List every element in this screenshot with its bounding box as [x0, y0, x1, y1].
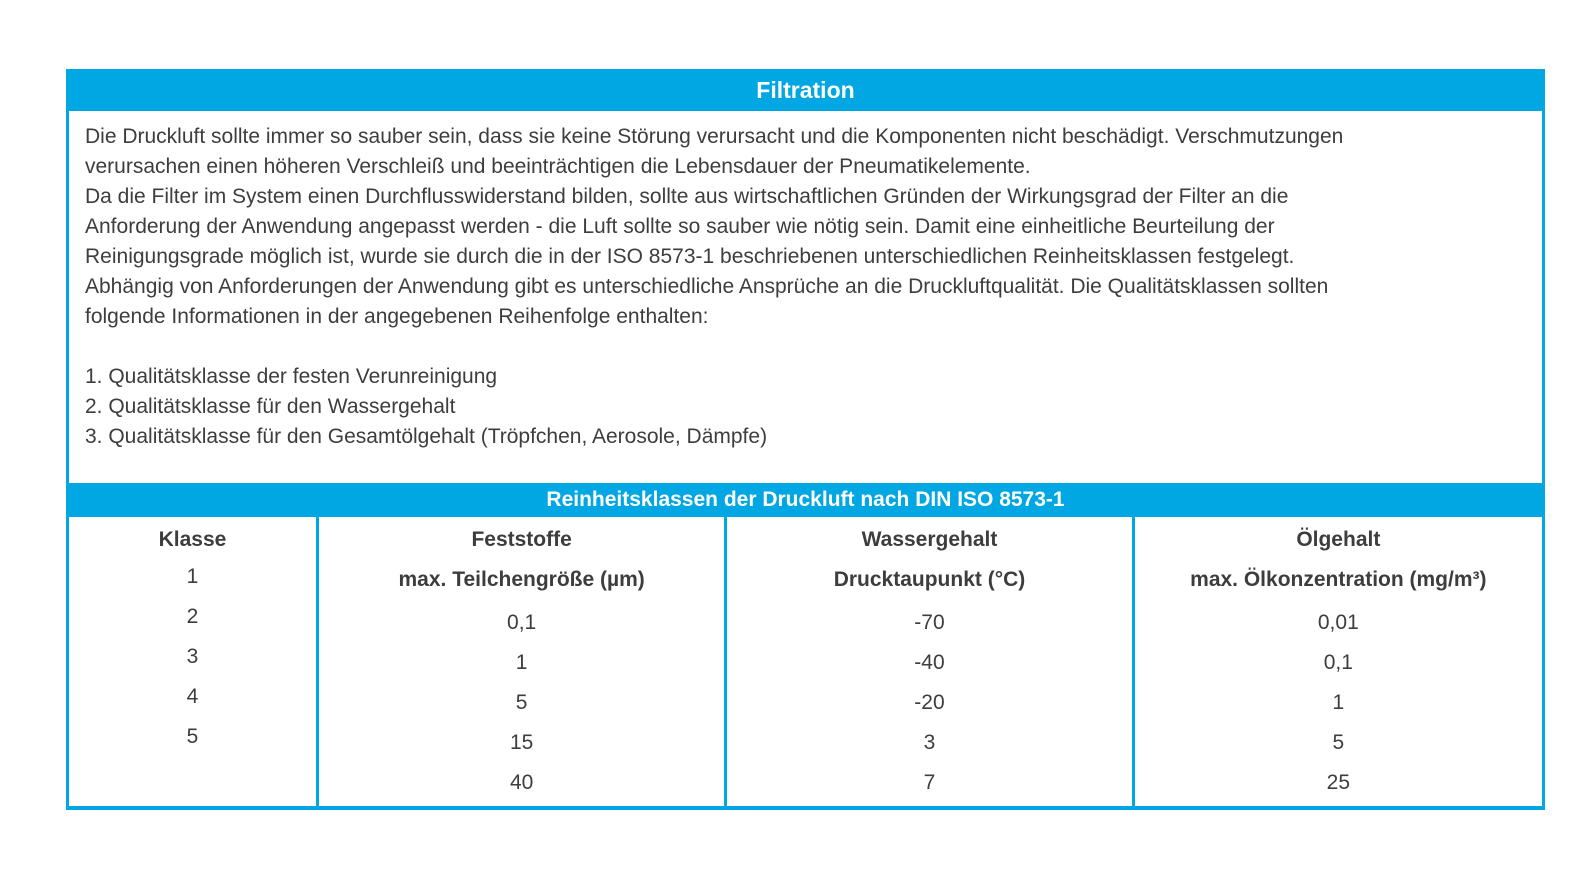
intro-line: Die Druckluft sollte immer so sauber sein, dass sie keine Störung verursacht und die Komponenten nicht beschädigt. Verschmutzungen — [85, 125, 1344, 148]
table-cell: 1 — [186, 565, 199, 588]
table-cell: 2 — [186, 605, 199, 628]
intro-line: Da die Filter im System einen Durchflusswiderstand bilden, sollte aus wirtschaftlichen Gründen der Wirkungsgrad der Filter an die — [85, 185, 1289, 208]
column-subheader: max. Teilchengröße (µm) — [398, 568, 645, 591]
table-cell: 1 — [1332, 691, 1345, 714]
column-header: Wassergehalt — [861, 528, 998, 551]
table-cell: 1 — [515, 651, 528, 674]
table-cell: -70 — [914, 611, 945, 634]
table-cell: 3 — [923, 731, 936, 754]
column-subheader: Drucktaupunkt (°C) — [833, 568, 1026, 591]
ordered-list-item: 1. Qualitätsklasse der festen Verunreinigung — [85, 365, 498, 388]
table-cell: 3 — [186, 645, 199, 668]
table-cell: 5 — [186, 725, 199, 748]
column-subheader: max. Ölkonzentration (mg/m³) — [1190, 568, 1487, 591]
table-cell: -40 — [914, 651, 945, 674]
intro-line: folgende Informationen in der angegebenen Reihenfolge enthalten: — [85, 305, 709, 328]
table-cell: 0,1 — [507, 611, 537, 634]
column-feststoffe — [319, 517, 727, 806]
table-cell: 25 — [1326, 771, 1350, 794]
intro-line: Abhängig von Anforderungen der Anwendung gibt es unterschiedliche Ansprüche an die Druckluftqualität. Die Qualitätsklassen sollten — [85, 275, 1329, 298]
table-cell: 15 — [509, 731, 534, 754]
intro-line: verursachen einen höheren Verschleiß und beeinträchtigen die Lebensdauer der Pneumatikelemente. — [85, 155, 1031, 178]
column-header: Ölgehalt — [1296, 528, 1381, 551]
content-container — [66, 69, 1545, 810]
table-title-bar — [66, 483, 1545, 517]
table-cell: 0,1 — [1323, 651, 1353, 674]
table-cell: 5 — [515, 691, 528, 714]
column-header: Klasse — [158, 528, 227, 551]
intro-line: Anforderung der Anwendung angepasst werden - die Luft sollte so sauber wie nötig sein. Damit eine einheitliche Beurteilung der — [85, 215, 1275, 238]
table-cell: 7 — [923, 771, 936, 794]
column-klasse — [69, 517, 319, 806]
ordered-list-item: 3. Qualitätsklasse für den Gesamtölgehalt (Tröpfchen, Aerosole, Dämpfe) — [85, 425, 768, 448]
column-wassergehalt — [727, 517, 1134, 806]
paragraph-list-gap — [85, 332, 1526, 362]
column-oelgehalt — [1135, 517, 1542, 806]
intro-text-box — [66, 111, 1545, 483]
table-cell: 0,01 — [1317, 611, 1359, 634]
ordered-list-item: 2. Qualitätsklasse für den Wassergehalt — [85, 395, 456, 418]
column-header: Feststoffe — [471, 528, 572, 551]
purity-classes-table — [66, 517, 1545, 810]
filtration-header-bar — [66, 69, 1545, 111]
intro-line: Reinigungsgrade möglich ist, wurde sie durch die in der ISO 8573-1 beschriebenen unterschiedlichen Reinheitsklassen festgelegt. — [85, 245, 1295, 268]
table-cell: 4 — [186, 685, 199, 708]
table-title: Reinheitsklassen der Druckluft nach DIN ISO 8573-1 — [546, 488, 1065, 511]
page-title: Filtration — [756, 76, 855, 103]
table-cell: -20 — [914, 691, 945, 714]
table-cell: 5 — [1332, 731, 1345, 754]
table-cell: 40 — [509, 771, 534, 794]
